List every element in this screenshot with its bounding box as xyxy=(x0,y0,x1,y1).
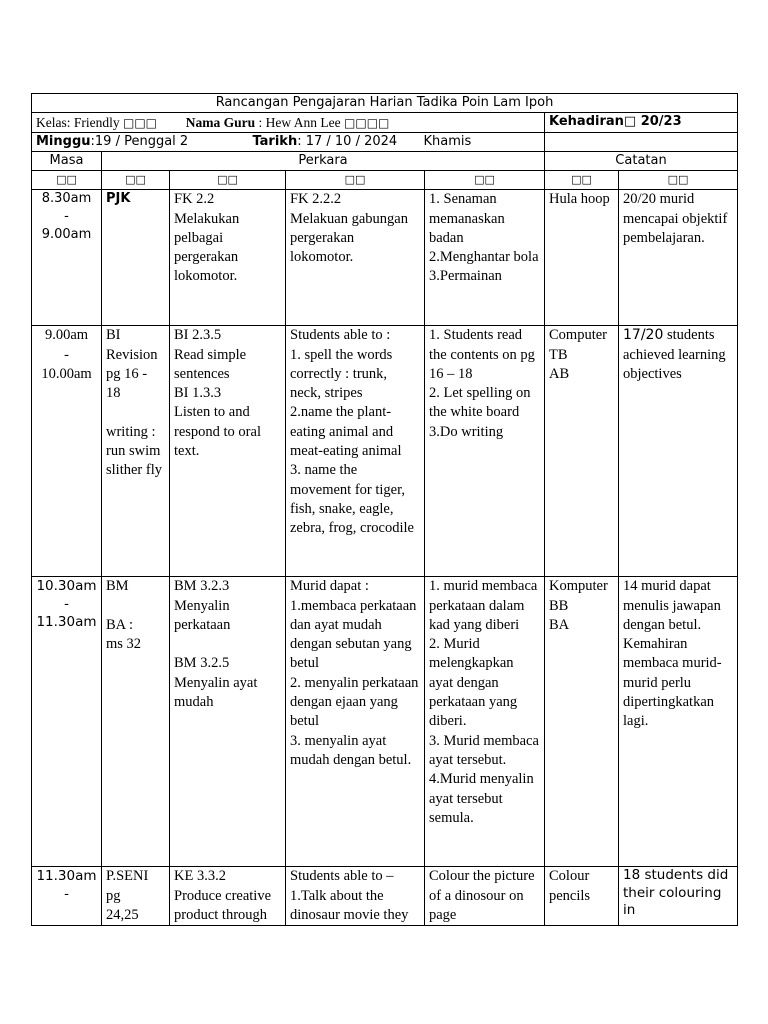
week-date-row xyxy=(32,133,738,152)
time-cell: 9.00am - 10.00am xyxy=(32,326,102,577)
material-cell: Colour pencils xyxy=(545,867,619,926)
table-row xyxy=(32,326,738,577)
activity-cell: Colour the picture of a dinosour on page xyxy=(425,867,545,926)
sub-header: □□ xyxy=(32,171,102,190)
remark-cell: 14 murid dapat menulis jawapan dengan betul. Kemahiran membaca murid-murid perlu dipertingkatkan lagi. xyxy=(619,577,738,867)
sub-header: □□ xyxy=(545,171,619,190)
activity-cell: 1. murid membaca perkataan dalam kad yang diberi 2. Murid melengkapkan ayat dengan perkataan yang diberi. 3. Murid membaca ayat tersebut. 4.Murid menyalin ayat tersebut semula. xyxy=(425,577,545,867)
remark-cell: 20/20 murid mencapai objektif pembelajaran. xyxy=(619,190,738,326)
material-cell: Computer TB AB xyxy=(545,326,619,577)
sub-header-row xyxy=(32,171,738,190)
subject-cell: P.SENI pg 24,25 xyxy=(102,867,170,926)
section-header-row xyxy=(32,152,738,171)
standard-cell: BM 3.2.3 Menyalin perkataan BM 3.2.5 Menyalin ayat mudah xyxy=(170,577,286,867)
remark-number: 17/20 xyxy=(623,327,664,344)
objective-cell: Students able to – 1.Talk about the dinosaur movie they xyxy=(286,867,425,926)
sub-header: □□ xyxy=(286,171,425,190)
remark-text: students achieved learning objectives xyxy=(623,327,726,382)
material-cell: Hula hoop xyxy=(545,190,619,326)
kelas-cjk: □□□ xyxy=(123,116,158,130)
activity-cell: 1. Senaman memanaskan badan 2.Menghantar bola 3.Permainan xyxy=(425,190,545,326)
sub-header: □□ xyxy=(425,171,545,190)
remark-cell xyxy=(619,326,738,577)
class-info-row xyxy=(32,113,738,133)
header-masa: Masa xyxy=(32,152,102,171)
standard-cell: KE 3.3.2 Produce creative product through xyxy=(170,867,286,926)
guru-cjk: □□□□ xyxy=(344,116,390,130)
activity-cell: 1. Students read the contents on pg 16 – 18 2. Let spelling on the white board 3.Do writing xyxy=(425,326,545,577)
standard-cell: BI 2.3.5 Read simple sentences BI 1.3.3 Listen to and respond to oral text. xyxy=(170,326,286,577)
sub-header: □□ xyxy=(619,171,738,190)
title-row xyxy=(32,94,738,113)
guru-label: Nama Guru xyxy=(185,115,256,130)
sub-header: □□ xyxy=(102,171,170,190)
document-title: Rancangan Pengajaran Harian Tadika Poin Lam Ipoh xyxy=(32,94,738,113)
time-cell: 8.30am - 9.00am xyxy=(32,190,102,326)
tarikh-value: : 17 / 10 / 2024 xyxy=(297,134,398,150)
objective-cell: Murid dapat : 1.membaca perkataan dan ayat mudah dengan sebutan yang betul 2. menyalin perkataan dengan ejaan yang betul 3. menyalin ayat mudah dengan betul. xyxy=(286,577,425,867)
table-row xyxy=(32,577,738,867)
time-cell: 10.30am - 11.30am xyxy=(32,577,102,867)
class-teacher-cell xyxy=(32,113,545,133)
day-name: Khamis xyxy=(423,134,472,150)
header-catatan: Catatan xyxy=(545,152,738,171)
kelas-label: Kelas: xyxy=(36,115,71,130)
empty-cell xyxy=(545,133,738,152)
sub-header: □□ xyxy=(170,171,286,190)
subject-cell: BI Revision pg 16 - 18 writing : run swim slither fly xyxy=(102,326,170,577)
remark-cell: 18 students did their colouring in xyxy=(619,867,738,926)
kehadiran-label: Kehadiran xyxy=(549,114,624,129)
lesson-plan-document xyxy=(31,93,737,926)
standard-cell: FK 2.2 Melakukan pelbagai pergerakan lokomotor. xyxy=(170,190,286,326)
kelas-value: Friendly xyxy=(73,115,120,130)
minggu-label: Minggu xyxy=(36,134,91,150)
week-date-cell xyxy=(32,133,545,152)
lesson-plan-table xyxy=(31,93,738,926)
header-perkara: Perkara xyxy=(102,152,545,171)
material-cell: Komputer BB BA xyxy=(545,577,619,867)
objective-cell: Students able to : 1. spell the words correctly : trunk, neck, stripes 2.name the plant-eating animal and meat-eating animal 3. name the movement for tiger, fish, snake, eagle, zebra, frog, crocodile xyxy=(286,326,425,577)
table-row xyxy=(32,867,738,926)
kehadiran-value: □ 20/23 xyxy=(623,114,682,129)
table-row xyxy=(32,190,738,326)
subject-cell: BM BA : ms 32 xyxy=(102,577,170,867)
minggu-value: :19 / Penggal 2 xyxy=(90,134,189,150)
time-cell: 11.30am - xyxy=(32,867,102,926)
subject-cell: PJK xyxy=(102,190,170,326)
objective-cell: FK 2.2.2 Melakuan gabungan pergerakan lokomotor. xyxy=(286,190,425,326)
attendance-cell xyxy=(545,113,738,133)
tarikh-label: Tarikh xyxy=(252,134,298,150)
guru-value: : Hew Ann Lee xyxy=(258,115,341,130)
